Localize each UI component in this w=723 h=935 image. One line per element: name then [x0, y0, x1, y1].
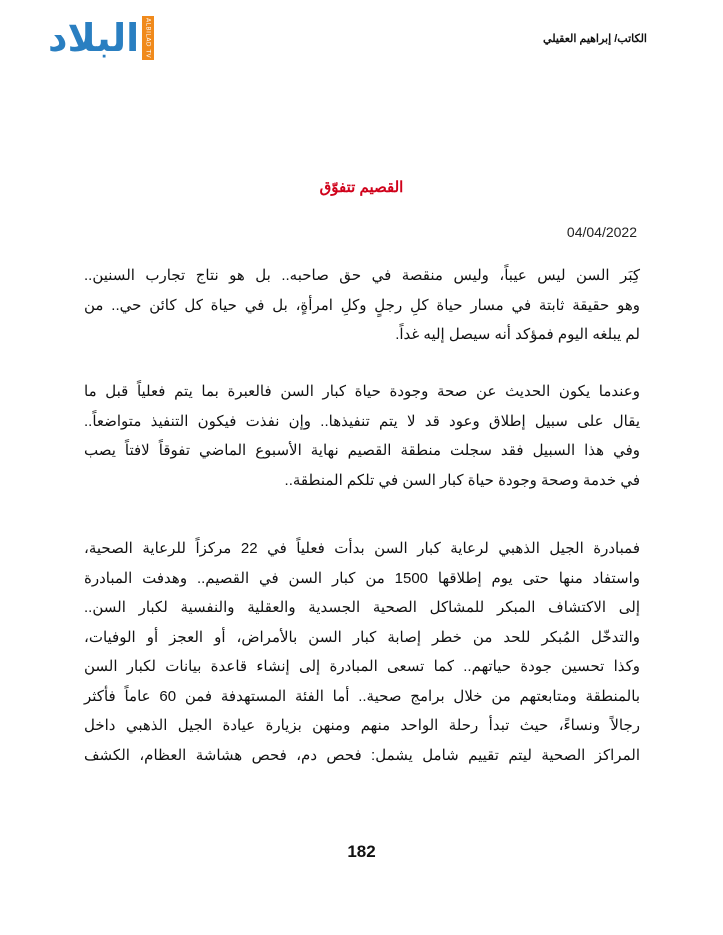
author-line: الكاتب/ إبراهيم العقيلي: [543, 33, 647, 45]
logo-badge: [142, 16, 154, 60]
albilad-logo: [48, 16, 154, 64]
text-line: وكذا تحسين جودة حياتهم.. كما تسعى المبادرة إلى إنشاء قاعدة بيانات لكبار السن: [84, 658, 640, 675]
article-date: 04/04/2022: [566, 224, 637, 240]
text-line: وفي هذا السبيل فقد سجلت منطقة القصيم نهاية الأسبوع الماضي تفوقاً لافتاً يصب: [84, 442, 640, 459]
text-line: لم يبلغه اليوم فمؤكد أنه سيصل إليه غداً.: [395, 326, 640, 343]
text-line: رجالاً ونساءً، حيث تبدأ رحلة الواحد منهم ومنهن بزيارة عيادة الجيل الذهبي داخل: [84, 717, 640, 734]
text-line: إلى الاكتشاف المبكر للمشاكل الصحية الجسدية والعقلية والنفسية لكبار السن..: [84, 599, 640, 616]
text-line: وعندما يكون الحديث عن صحة وجودة حياة كبار السن فالعبرة بما يتم فعلياً قبل ما: [84, 383, 640, 400]
text-line: واستفاد منها حتى يوم إطلاقها 1500 من كبار السن في القصيم.. وهدفت المبادرة: [84, 569, 641, 587]
article-title: القصيم تتفوّق: [319, 179, 404, 196]
text-line: والتدخّل المُبكر للحد من خطر إصابة كبار السن بالأمراض، أو العجز أو الوفيات،: [84, 628, 640, 646]
paragraph-2: [84, 377, 640, 495]
logo-badge-text: ALBILAD TV: [144, 17, 152, 59]
text-line: وهو حقيقة ثابتة في مسار حياة كلِ رجلٍ وكلِ امرأةٍ، بل في حياة كل كائن حي.. من: [84, 296, 640, 314]
text-line: المراكز الصحية ليتم تقييم شامل يشمل: فحص دم، فحص هشاشة العظام، الكشف: [84, 746, 640, 764]
text-line: كِبَر السن ليس عيباً، وليس منقصة في حق صاحبه.. بل هو نتاج تجارب السنين..: [84, 267, 640, 284]
page-number: 182: [347, 842, 376, 861]
text-line: بالمنطقة ومتابعتهم من خلال برامج صحية.. أما الفئة المستهدفة فمن 60 عاماً فأكثر: [84, 687, 640, 705]
paragraph-1: [84, 261, 640, 350]
text-line: فمبادرة الجيل الذهبي لرعاية كبار السن بدأت فعلياً في 22 مركزاً للرعاية الصحية،: [84, 540, 640, 557]
logo-text: البلاد: [48, 16, 140, 60]
text-line: يقال على سبيل إطلاق وعود قد لا يتم تنفيذها.. وإن نفذت فيكون التنفيذ متواضعاً..: [84, 412, 640, 430]
paragraph-3: [84, 534, 640, 770]
text-line: في خدمة وصحة وجودة حياة كبار السن في تلكم المنطقة..: [284, 471, 640, 489]
